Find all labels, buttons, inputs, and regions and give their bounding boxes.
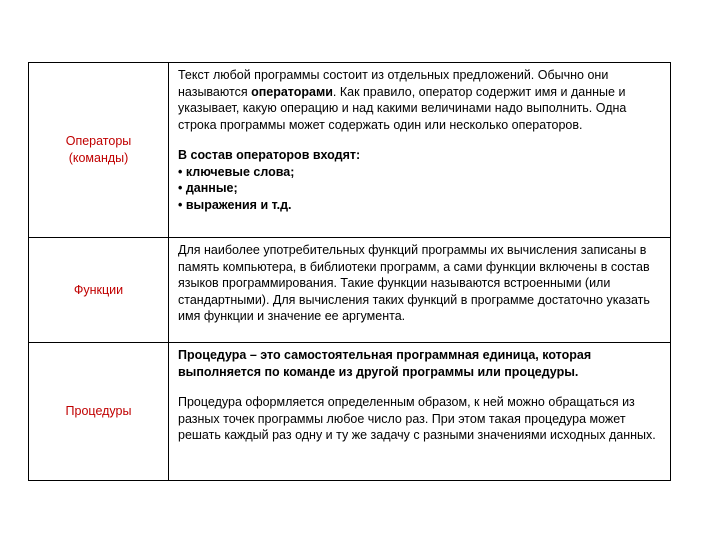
definition-cell-functions [169, 238, 671, 343]
definitions-table [28, 62, 671, 481]
operators-text-post: . Как правило, оператор содержит имя и данные и указывает, какую операцию и над какими величинами надо выполнить. Одна строка программы может содержать один или несколько операторов. [178, 84, 627, 132]
term-procedures: Процедуры [65, 404, 132, 418]
paragraph-gap [178, 133, 665, 147]
procedures-paragraph: Процедура оформляется определенным образом, к ней можно обращаться из разных точек программы любое число раз. При этом такая процедура может решать каждый раз одну и ту же задачу с разными значениями исходных данных. [178, 395, 656, 442]
operators-text-bold: операторами [251, 84, 333, 99]
term-operators-line1: Операторы [65, 134, 132, 148]
term-operators-line2: (команды) [68, 151, 129, 165]
definition-cell-operators [169, 63, 671, 238]
operators-list-heading: В состав операторов входят: [178, 148, 361, 162]
term-functions: Функции [73, 282, 124, 297]
list-item: • ключевые слова; [178, 164, 295, 179]
functions-paragraph: Для наиболее употребительных функций программы их вычисления записаны в память компьютера, в библиотеки программ, а сами функции включены в состав языков программирования. Такие функции называются встроенными (или стандартными). Для вычисления таких функций в программе достаточно указать имя функции и значение ее аргумента. [178, 243, 650, 323]
paragraph-gap [178, 380, 665, 394]
table-row-procedures [29, 343, 671, 481]
operators-text-pre: Текст любой программы состоит из отдельных предложений. Обычно они называются [178, 68, 609, 99]
operators-paragraph [178, 67, 665, 133]
table-row-functions [29, 238, 671, 343]
list-item: • выражения и т.д. [178, 197, 292, 212]
table-row-operators [29, 63, 671, 238]
procedures-definition-bold: Процедура – это самостоятельная программная единица, которая выполняется по команде из другой программы или процедуры. [178, 348, 592, 379]
definition-cell-procedures [169, 343, 671, 481]
term-cell-procedures [29, 343, 169, 481]
list-item: • данные; [178, 181, 238, 195]
term-cell-operators [29, 63, 169, 238]
term-cell-functions [29, 238, 169, 343]
